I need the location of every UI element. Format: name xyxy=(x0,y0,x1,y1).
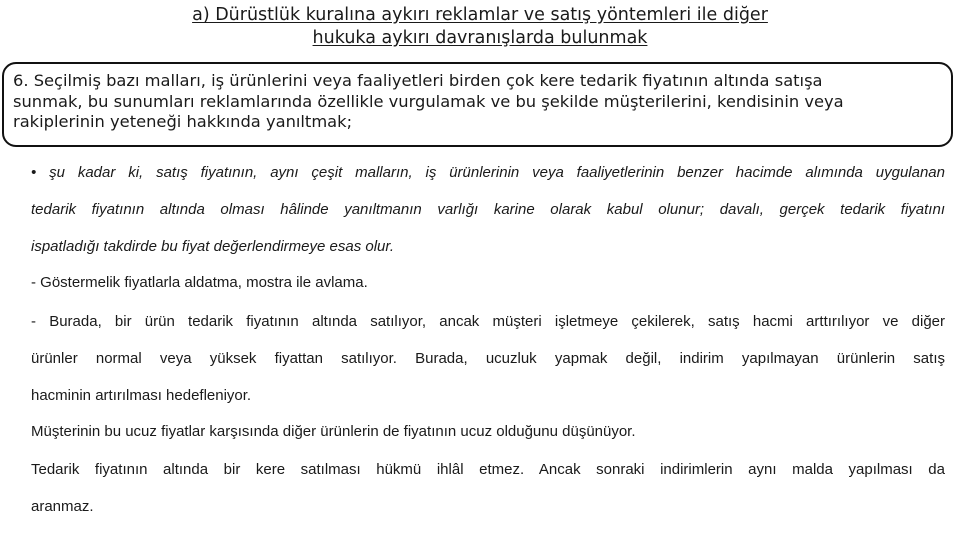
paragraph-3 xyxy=(31,311,945,422)
paragraph-4-line-1: Müşterinin bu ucuz fiyatlar karşısında diğer ürünlerin de fiyatının ucuz olduğunu düşünüyor. xyxy=(31,423,636,440)
paragraph-4 xyxy=(31,421,945,458)
bullet-line-2: tedarik fiyatının altında olması hâlinde yanıltmanın varlığı karine olarak kabul olunur; davalı, gerçek tedarik fiyatını xyxy=(31,201,945,218)
paragraph-5-line-2: aranmaz. xyxy=(31,498,94,515)
bullet-line-1: • şu kadar ki, satış fiyatının, aynı çeşit malların, iş ürünlerinin veya faaliyetlerinin benzer hacimde alımında uygulanan xyxy=(31,164,945,181)
title-line-2: hukuka aykırı davranışlarda bulunmak xyxy=(312,28,648,48)
paragraph-3-line-1: - Burada, bir ürün tedarik fiyatının altında satılıyor, ancak müşteri işletmeye çekilerek, satış hacmi arttırılıyor ve diğer xyxy=(31,313,945,330)
paragraph-3-line-3: hacminin artırılması hedefleniyor. xyxy=(31,387,252,404)
box-line-2: sunmak, bu sunumları reklamlarında özellikle vurgulamak ve bu şekilde müşterilerini, kendisinin veya xyxy=(13,91,844,111)
paragraph-3-line-2: ürünler normal veya yüksek fiyattan satılıyor. Burada, ucuzluk yapmak değil, indirim yapılmayan ürünlerin satış xyxy=(31,350,945,367)
title-line-1: a) Dürüstlük kuralına aykırı reklamlar ve satış yöntemleri ile diğer xyxy=(192,5,768,25)
bullet-line-3: ispatladığı takdirde bu fiyat değerlendirmeye esas olur. xyxy=(31,238,394,255)
highlight-box xyxy=(2,62,953,147)
box-line-1: 6. Seçilmiş bazı malları, iş ürünlerini veya faaliyetleri birden çok kere tedarik fiyatının altında satışa xyxy=(13,71,823,90)
paragraph-5-line-1: Tedarik fiyatının altında bir kere satılması hükmü ihlâl etmez. Ancak sonraki indirimlerin aynı malda yapılması da xyxy=(31,461,945,478)
bullet-paragraph xyxy=(31,162,945,273)
paragraph-2-line-1: - Göstermelik fiyatlarla aldatma, mostra ile avlama. xyxy=(31,274,368,291)
paragraph-2 xyxy=(31,272,945,309)
paragraph-5 xyxy=(31,459,945,533)
box-line-3: rakiplerinin yeteneği hakkında yanıltmak; xyxy=(13,112,353,131)
slide-title xyxy=(0,4,960,50)
